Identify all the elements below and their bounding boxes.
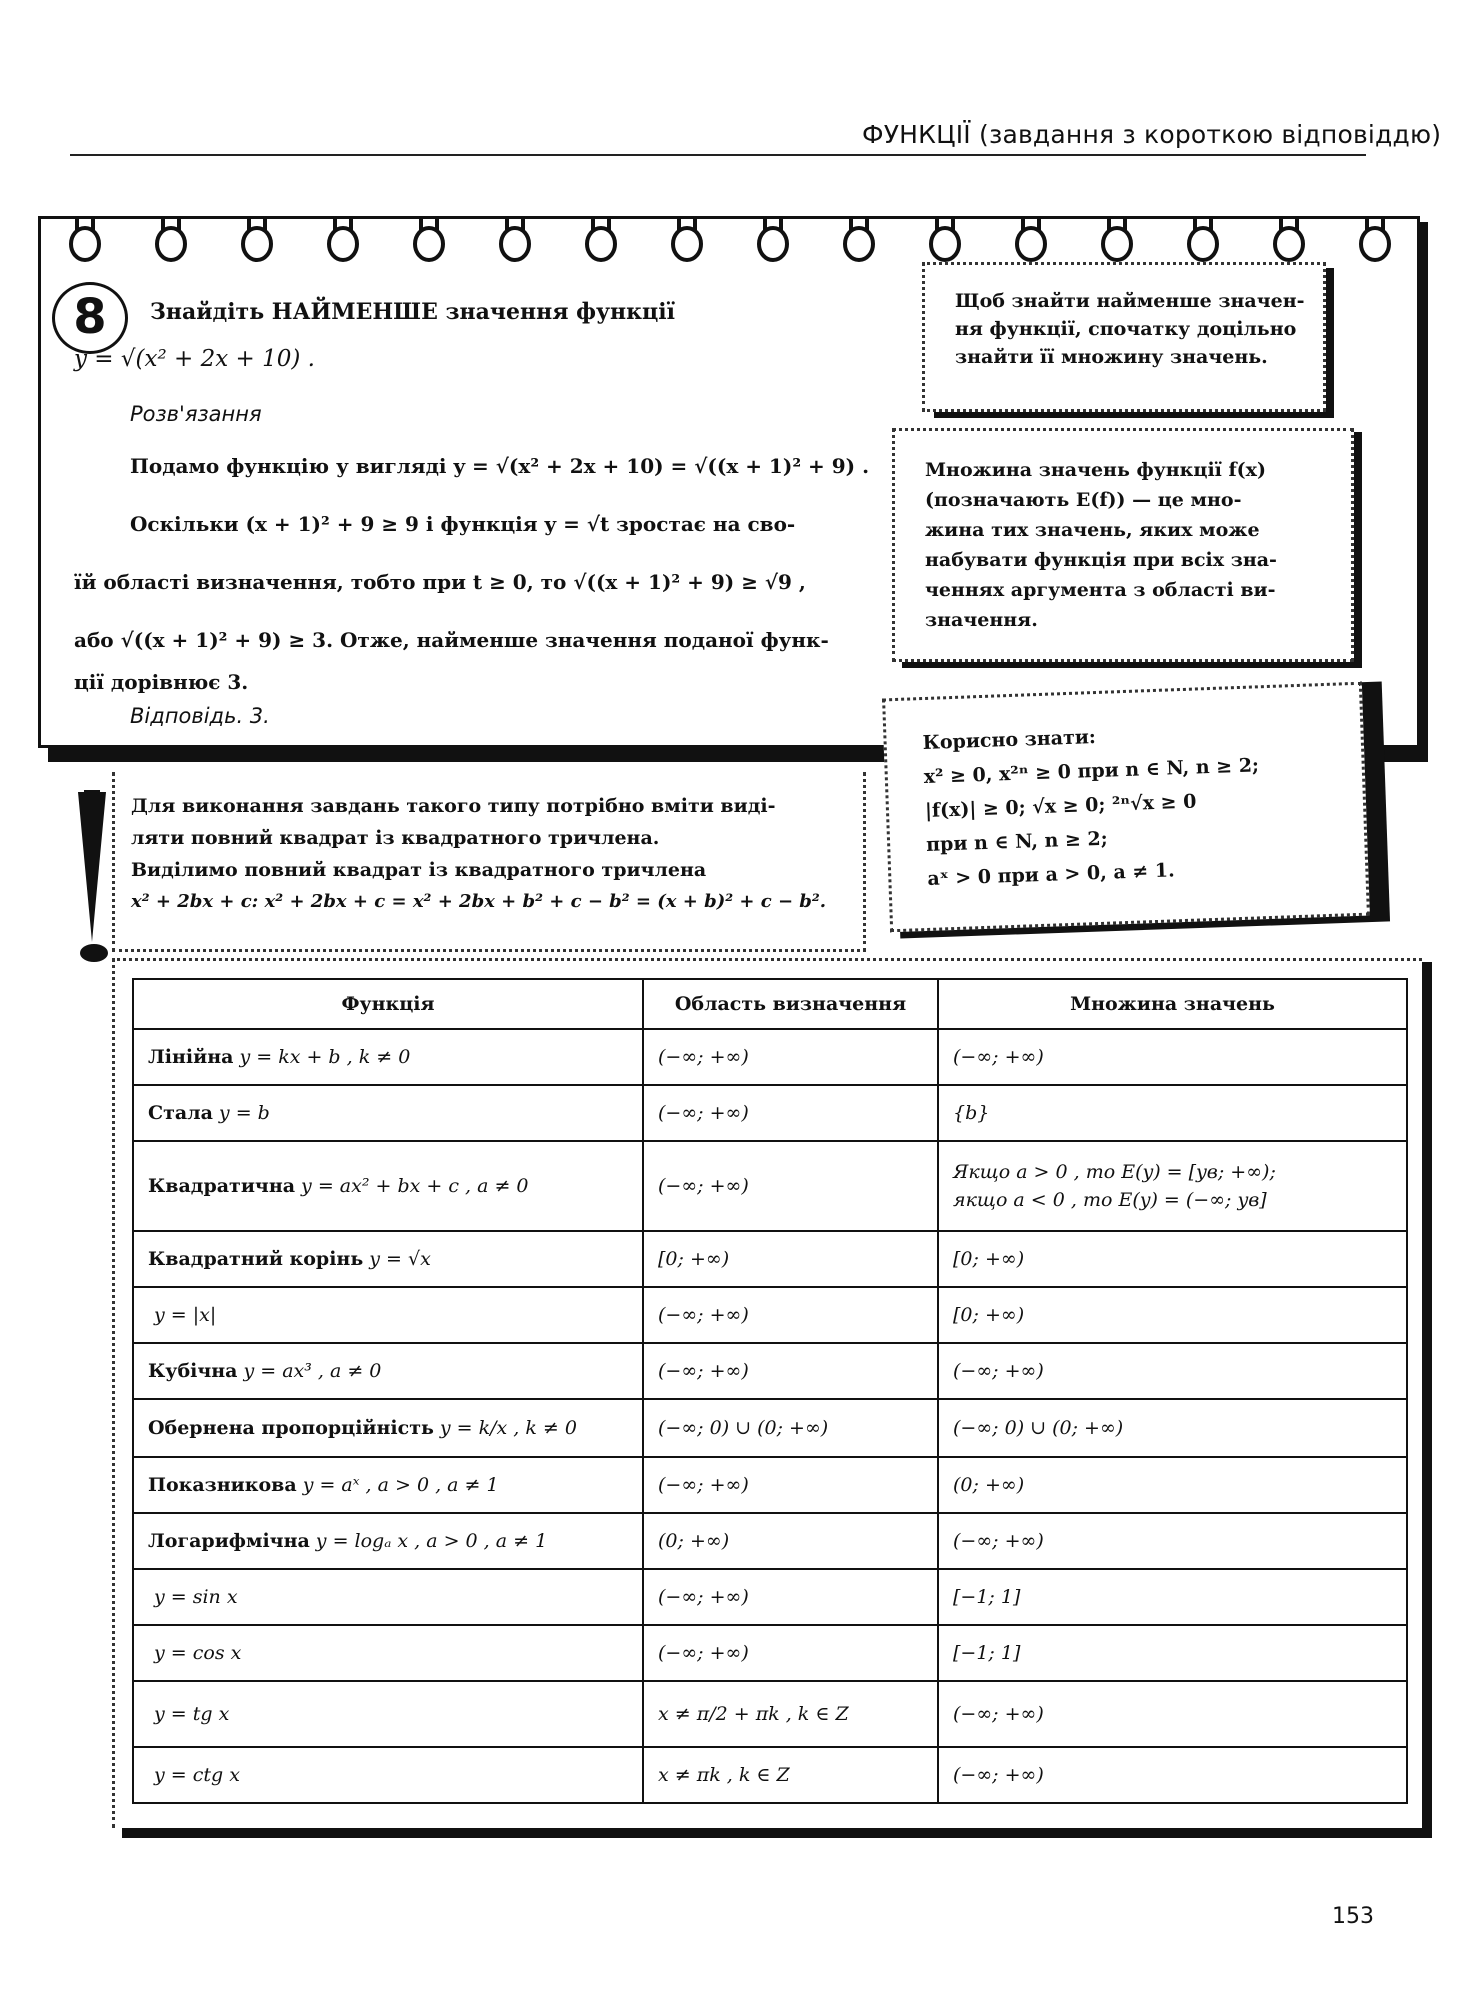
range-value: (−∞; +∞) <box>953 1046 1044 1068</box>
range-value: [−1; 1] <box>953 1642 1021 1664</box>
spiral-ring-icon <box>1017 228 1045 260</box>
function-name: Квадратний корінь <box>148 1248 364 1270</box>
functions-table <box>132 978 1408 1804</box>
domain-cell: (−∞; +∞) <box>643 1569 938 1625</box>
function-cell <box>133 1569 643 1625</box>
range-cell <box>938 1513 1407 1569</box>
function-formula: y = tg x <box>154 1703 230 1725</box>
table-row <box>133 1625 1407 1681</box>
range-value: (−∞; +∞) <box>953 1703 1044 1725</box>
function-formula: y = b <box>218 1102 270 1124</box>
hint-line: значення. <box>925 609 1038 631</box>
hint-line: Множина значень функції f(x) <box>925 459 1266 481</box>
function-formula: y = sin x <box>154 1586 238 1608</box>
range-value: [0; +∞) <box>953 1248 1025 1270</box>
section-header-title: ФУНКЦІЇ (завдання з короткою відповіддю) <box>862 120 1442 149</box>
column-header-range: Множина значень <box>938 979 1407 1029</box>
task-prompt: Знайдіть НАЙМЕНШЕ значення функції <box>150 299 676 325</box>
note-line: Для виконання завдань такого типу потрібно вміти виді- <box>131 795 776 817</box>
spiral-ring-icon <box>587 228 615 260</box>
function-formula: y = ax² + bx + c , a ≠ 0 <box>301 1175 529 1197</box>
range-value: [0; +∞) <box>953 1304 1025 1326</box>
domain-cell: (−∞; +∞) <box>643 1625 938 1681</box>
function-cell <box>133 1457 643 1513</box>
hint-line: x² ≥ 0, x²ⁿ ≥ 0 при n ∈ N, n ≥ 2; <box>923 754 1260 789</box>
function-cell <box>133 1343 643 1399</box>
function-name: Обернена пропорційність <box>148 1417 434 1439</box>
function-formula: y = |x| <box>154 1304 217 1326</box>
range-cell <box>938 1747 1407 1803</box>
spiral-ring-icon <box>759 228 787 260</box>
function-cell <box>133 1029 643 1085</box>
table-row <box>133 1457 1407 1513</box>
table-row <box>133 1681 1407 1747</box>
table-row <box>133 1085 1407 1141</box>
range-cell <box>938 1457 1407 1513</box>
domain-cell: x ≠ π/2 + πk , k ∈ Z <box>643 1681 938 1747</box>
range-value: {b} <box>953 1102 990 1124</box>
spiral-binding-icon <box>40 210 1420 270</box>
function-cell <box>133 1513 643 1569</box>
hint-line: aˣ > 0 при a > 0, a ≠ 1. <box>927 859 1176 890</box>
solution-line: або √((x + 1)² + 9) ≥ 3. Отже, найменше значення поданої функ- <box>74 628 829 652</box>
range-cell <box>938 1569 1407 1625</box>
spiral-ring-icon <box>845 228 873 260</box>
table-row <box>133 1513 1407 1569</box>
function-cell <box>133 1625 643 1681</box>
spiral-ring-icon <box>71 228 99 260</box>
solution-line: Оскільки (x + 1)² + 9 ≥ 9 і функція y = √t зростає на сво- <box>130 512 796 536</box>
spiral-ring-icon <box>415 228 443 260</box>
note-line: Виділимо повний квадрат із квадратного тричлена <box>131 859 707 881</box>
function-cell <box>133 1681 643 1747</box>
range-cell <box>938 1681 1407 1747</box>
spiral-ring-icon <box>501 228 529 260</box>
function-formula: y = logₐ x , a > 0 , a ≠ 1 <box>315 1530 548 1552</box>
range-value: (−∞; +∞) <box>953 1530 1044 1552</box>
hint-line: при n ∈ N, n ≥ 2; <box>925 827 1109 856</box>
table-header-row <box>133 979 1407 1029</box>
hint-line: |f(x)| ≥ 0; √x ≥ 0; ²ⁿ√x ≥ 0 <box>924 790 1197 823</box>
answer-label: Відповідь. 3. <box>130 704 270 728</box>
solution-label: Розв'язання <box>130 402 262 426</box>
range-value: [−1; 1] <box>953 1586 1021 1608</box>
hint-line: жина тих значень, яких може <box>925 519 1260 541</box>
range-value: якщо a < 0 , то E(y) = (−∞; yв] <box>953 1189 1267 1211</box>
table-row <box>133 1141 1407 1231</box>
function-formula: y = ax³ , a ≠ 0 <box>243 1360 382 1382</box>
range-value: (−∞; +∞) <box>953 1360 1044 1382</box>
range-cell <box>938 1399 1407 1457</box>
table-row <box>133 1569 1407 1625</box>
spiral-ring-icon <box>673 228 701 260</box>
function-name: Стала <box>148 1102 213 1124</box>
domain-cell: (−∞; +∞) <box>643 1029 938 1085</box>
function-formula: y = aˣ , a > 0 , a ≠ 1 <box>302 1474 499 1496</box>
range-value: (−∞; +∞) <box>953 1764 1044 1786</box>
function-cell <box>133 1231 643 1287</box>
hint-line: набувати функція при всіх зна- <box>925 549 1277 571</box>
note-box <box>112 772 866 952</box>
hint-line: ня функції, спочатку доцільно <box>955 318 1297 340</box>
spiral-ring-icon <box>1361 228 1389 260</box>
solution-line: ції дорівнює 3. <box>74 670 249 694</box>
table-row <box>133 1343 1407 1399</box>
spiral-ring-icon <box>329 228 357 260</box>
exclamation-icon <box>78 792 106 942</box>
table-row <box>133 1231 1407 1287</box>
spiral-ring-icon <box>1103 228 1131 260</box>
header-divider <box>70 154 1366 156</box>
task-function: y = √(x² + 2x + 10) . <box>74 346 315 372</box>
domain-cell: (−∞; +∞) <box>643 1141 938 1231</box>
note-formula: x² + 2bx + c: x² + 2bx + c = x² + 2bx + b² + c − b² = (x + b)² + c − b². <box>131 891 827 912</box>
spiral-ring-icon <box>243 228 271 260</box>
exclamation-icon <box>80 944 108 962</box>
table-row <box>133 1747 1407 1803</box>
function-cell <box>133 1287 643 1343</box>
solution-line: Подамо функцію у вигляді y = √(x² + 2x + 10) = √((x + 1)² + 9) . <box>130 454 870 478</box>
function-cell <box>133 1085 643 1141</box>
domain-cell: (0; +∞) <box>643 1513 938 1569</box>
hint-box-minimum <box>922 262 1326 412</box>
spiral-ring-icon <box>931 228 959 260</box>
table-row <box>133 1399 1407 1457</box>
function-name: Показникова <box>148 1474 297 1496</box>
function-cell <box>133 1399 643 1457</box>
domain-cell: (−∞; +∞) <box>643 1287 938 1343</box>
function-name: Квадратична <box>148 1175 296 1197</box>
task-number-badge: 8 <box>52 282 128 354</box>
domain-cell: x ≠ πk , k ∈ Z <box>643 1747 938 1803</box>
hint-line: ченнях аргумента з області ви- <box>925 579 1276 601</box>
hint-line: знайти її множину значень. <box>955 346 1268 368</box>
solution-line: їй області визначення, тобто при t ≥ 0, то √((x + 1)² + 9) ≥ √9 , <box>74 570 806 594</box>
range-cell <box>938 1085 1407 1141</box>
hint-line: Щоб знайти найменше значен- <box>955 290 1305 312</box>
function-cell <box>133 1747 643 1803</box>
domain-cell: (−∞; +∞) <box>643 1085 938 1141</box>
function-formula: y = cos x <box>154 1642 242 1664</box>
spiral-ring-icon <box>1189 228 1217 260</box>
range-value: (−∞; 0) ∪ (0; +∞) <box>953 1417 1124 1439</box>
range-cell <box>938 1141 1407 1231</box>
range-value: Якщо a > 0 , то E(y) = [yв; +∞); <box>953 1161 1276 1183</box>
column-header-function: Функція <box>133 979 643 1029</box>
spiral-ring-icon <box>1275 228 1303 260</box>
domain-cell: (−∞; +∞) <box>643 1457 938 1513</box>
table-row <box>133 1287 1407 1343</box>
page-number: 153 <box>1332 1904 1374 1929</box>
range-value: (0; +∞) <box>953 1474 1025 1496</box>
function-name: Лінійна <box>148 1046 234 1068</box>
range-cell <box>938 1029 1407 1085</box>
spiral-ring-icon <box>157 228 185 260</box>
function-formula: y = kx + b , k ≠ 0 <box>239 1046 411 1068</box>
function-name: Логарифмічна <box>148 1530 310 1552</box>
range-cell <box>938 1343 1407 1399</box>
function-cell <box>133 1141 643 1231</box>
range-cell <box>938 1231 1407 1287</box>
function-formula: y = √x <box>369 1248 431 1270</box>
function-formula: y = ctg x <box>154 1764 240 1786</box>
column-header-domain: Область визначення <box>643 979 938 1029</box>
domain-cell: (−∞; +∞) <box>643 1343 938 1399</box>
hint-line: (позначають E(f)) — це мно- <box>925 489 1242 511</box>
domain-cell: [0; +∞) <box>643 1231 938 1287</box>
domain-cell: (−∞; 0) ∪ (0; +∞) <box>643 1399 938 1457</box>
note-line: ляти повний квадрат із квадратного тричлена. <box>131 827 660 849</box>
range-cell <box>938 1625 1407 1681</box>
hint-box-range-definition <box>892 428 1354 662</box>
hint-line: Корисно знати: <box>922 726 1097 755</box>
hint-box-useful-facts <box>882 682 1370 933</box>
range-cell <box>938 1287 1407 1343</box>
function-name: Кубічна <box>148 1360 238 1382</box>
table-row <box>133 1029 1407 1085</box>
function-formula: y = k/x , k ≠ 0 <box>439 1417 577 1439</box>
